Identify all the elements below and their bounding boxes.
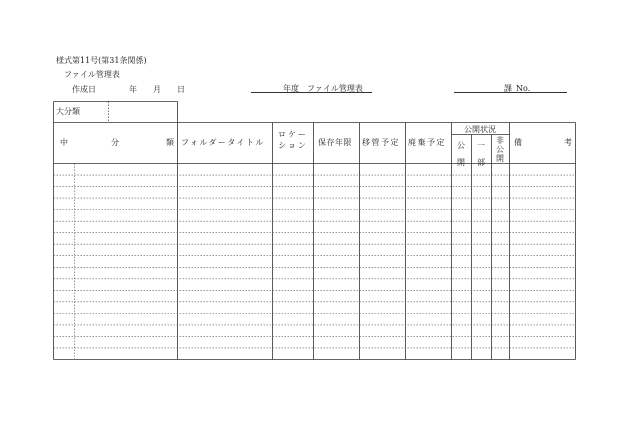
header-private: 非公開: [496, 136, 504, 163]
fiscal-year-title: 年度 ファイル管理表: [283, 84, 363, 93]
section-label: 課: [504, 84, 512, 93]
created-date-label: 作成日: [72, 85, 96, 94]
header-location: ロケーション: [278, 130, 308, 150]
header-folder-title: フォルダータイトル: [181, 138, 265, 147]
header-remarks-1: 備: [514, 138, 522, 147]
header-transfer: 移管予定: [362, 138, 400, 147]
number-label: No.: [516, 84, 531, 93]
header-middle-3: 類: [166, 138, 174, 147]
day-unit: 日: [177, 85, 185, 94]
header-middle-2: 分: [111, 138, 119, 147]
header-middle-1: 中: [60, 138, 68, 147]
header-retention: 保存年限: [318, 138, 352, 147]
header-public: 公開: [457, 141, 465, 167]
major-category-label: 大分類: [56, 107, 80, 116]
header-disposal: 廃棄予定: [408, 138, 446, 147]
form-title: ファイル管理表: [64, 70, 120, 79]
form-number: 様式第11号(第31条関係): [56, 56, 147, 65]
month-unit: 月: [153, 85, 161, 94]
header-remarks-2: 考: [564, 138, 572, 147]
year-unit: 年: [129, 85, 137, 94]
table-body-rows: [54, 164, 576, 360]
header-disclosure-status: 公開状況: [464, 125, 496, 134]
header-partial: 一部: [477, 141, 485, 167]
